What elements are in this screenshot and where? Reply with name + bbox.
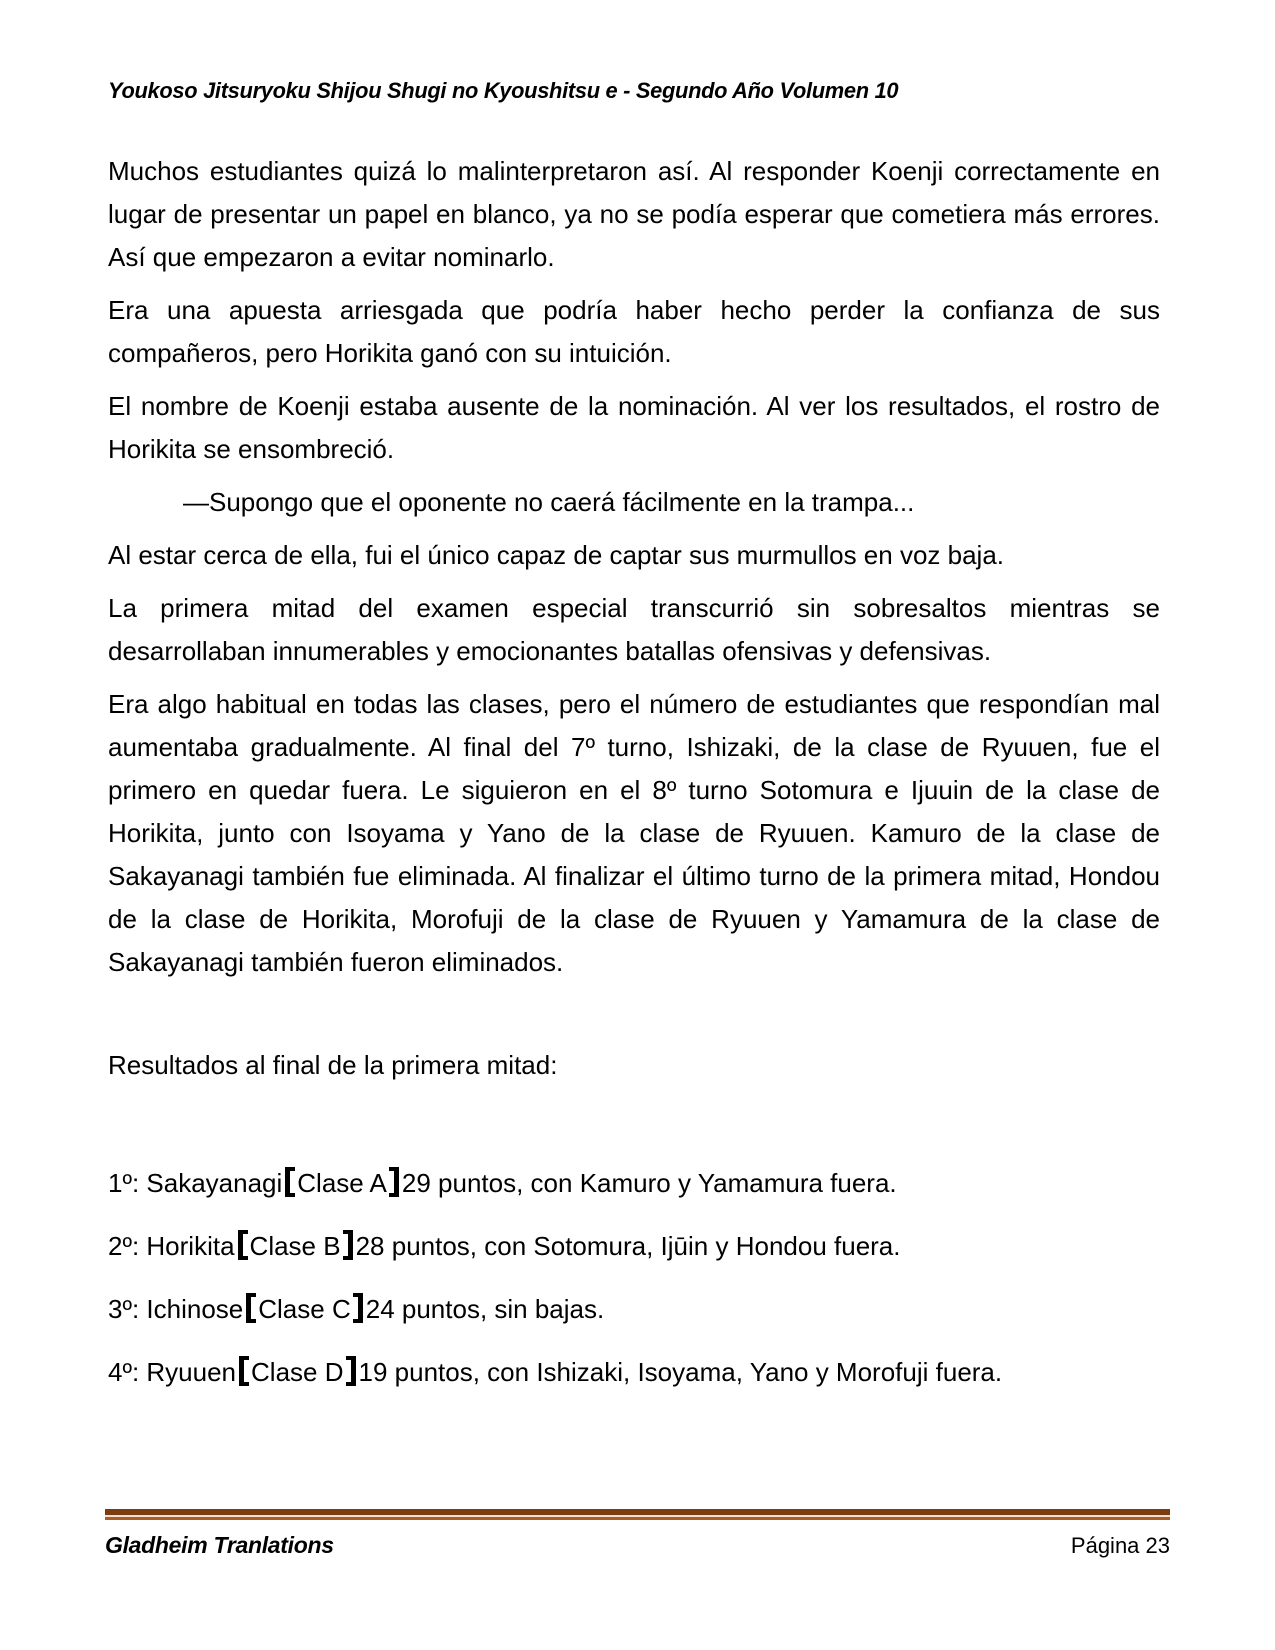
results-heading: Resultados al final de la primera mitad:	[108, 1050, 558, 1080]
result-prefix: 1º: Sakayanagi	[108, 1168, 283, 1198]
result-rank-1	[108, 1162, 1160, 1205]
result-class-label: Clase C	[258, 1294, 351, 1324]
paragraph-murmurs: Al estar cerca de ella, fui el único capaz de captar sus murmullos en voz baja.	[108, 540, 1005, 570]
result-class-label: Clase B	[249, 1231, 341, 1261]
paragraph-risky-bet: Era una apuesta arriesgada que podría haber hecho perder la confianza de sus compañeros, pero Horikita ganó con su intuición.	[108, 295, 1160, 368]
paragraph-nomination-result: El nombre de Koenji estaba ausente de la nominación. Al ver los resultados, el rostro de Horikita se ensombreció.	[108, 391, 1160, 464]
result-rank-2	[108, 1225, 1160, 1268]
page-number: Página 23	[1070, 1533, 1170, 1558]
paragraph-eliminations: Era algo habitual en todas las clases, pero el número de estudiantes que respondían mal aumentaba gradualmente. Al final del 7º turno, Ishizaki, de la clase de Ryuuen, fue el primero en quedar fuera. Le siguieron en el 8º turno Sotomura e Ijuuin de la clase de Horikita, junto con Isoyama y Yano de la clase de Ryuuen. Kamuro de la clase de Sakayanagi también fue eliminada. Al finalizar el último turno de la primera mitad, Hondou de la clase de Horikita, Morofuji de la clase de Ryuuen y Yamamura de la clase de Sakayanagi también fueron eliminados.	[108, 689, 1160, 977]
lenticular-bracket-close-icon	[346, 1356, 356, 1386]
lenticular-bracket-open-icon	[238, 1230, 248, 1260]
lenticular-bracket-open-icon	[239, 1356, 249, 1386]
paragraph-koenji-misinterpret: Muchos estudiantes quizá lo malinterpretaron así. Al responder Koenji correctamente en lugar de presentar un papel en blanco, ya no se podía esperar que cometiera más errores. Así que empezaron a evitar nominarlo.	[108, 156, 1160, 272]
result-detail: 28 puntos, con Sotomura, Ijūin y Hondou fuera.	[355, 1231, 901, 1261]
result-prefix: 3º: Ichinose	[108, 1294, 244, 1324]
result-detail: 24 puntos, sin bajas.	[365, 1294, 605, 1324]
paragraph-first-half: La primera mitad del examen especial transcurrió sin sobresaltos mientras se desarrollaban innumerables y emocionantes batallas ofensivas y defensivas.	[108, 593, 1160, 666]
result-prefix: 2º: Horikita	[108, 1231, 235, 1261]
results-list	[108, 1162, 1160, 1394]
lenticular-bracket-open-icon	[246, 1293, 256, 1323]
footer-rule-thin-line	[105, 1517, 1170, 1520]
lenticular-bracket-close-icon	[343, 1230, 353, 1260]
dialogue-line: —Supongo que el oponente no caerá fácilmente en la trampa...	[183, 487, 915, 517]
footer-rule	[105, 1509, 1170, 1520]
result-class-label: Clase D	[251, 1357, 344, 1387]
page-footer	[105, 1509, 1170, 1559]
document-title: Youkoso Jitsuryoku Shijou Shugi no Kyoushitsu e - Segundo Año Volumen 10	[108, 78, 899, 103]
page-content	[108, 78, 1160, 1414]
lenticular-bracket-close-icon	[353, 1293, 363, 1323]
result-detail: 19 puntos, con Ishizaki, Isoyama, Yano y Morofuji fuera.	[358, 1357, 1003, 1387]
lenticular-bracket-open-icon	[285, 1167, 295, 1197]
result-class-label: Clase A	[297, 1168, 387, 1198]
result-prefix: 4º: Ryuuen	[108, 1357, 237, 1387]
result-detail: 29 puntos, con Kamuro y Yamamura fuera.	[401, 1168, 897, 1198]
lenticular-bracket-close-icon	[389, 1167, 399, 1197]
result-rank-4	[108, 1351, 1160, 1394]
result-rank-3	[108, 1288, 1160, 1331]
translator-credit: Gladheim Tranlations	[105, 1532, 334, 1558]
